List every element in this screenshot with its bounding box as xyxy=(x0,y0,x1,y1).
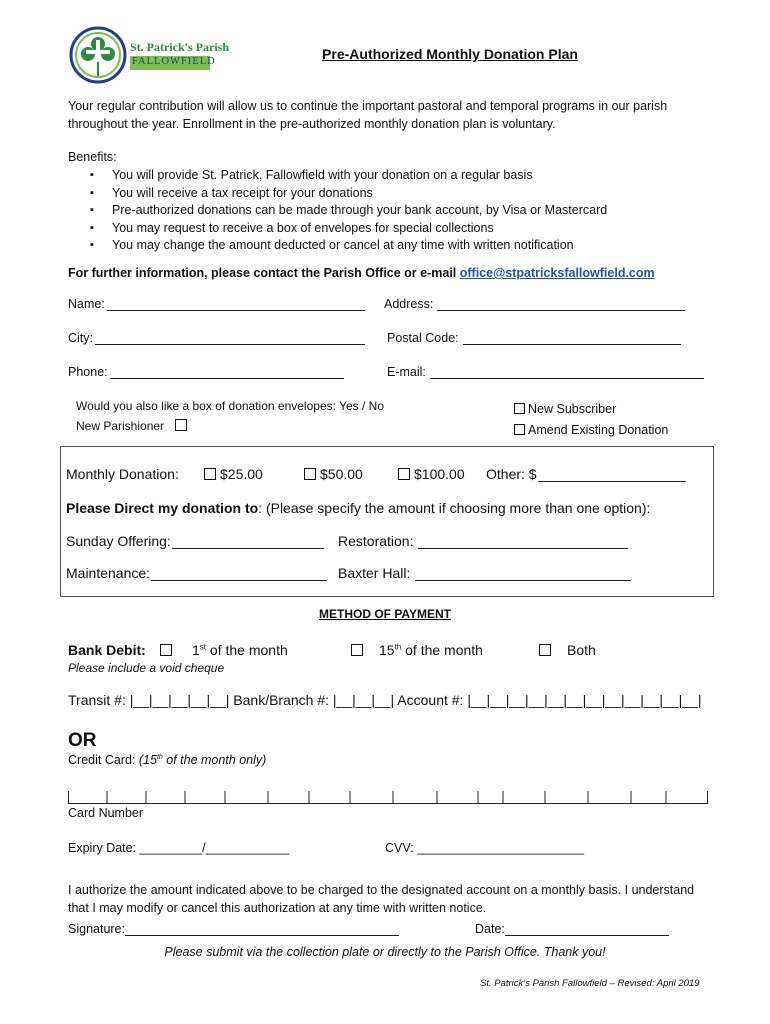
maintenance-label: Maintenance: xyxy=(66,565,151,581)
direct-donation-instruction xyxy=(66,500,650,516)
donation-100-checkbox[interactable] xyxy=(398,468,410,480)
submit-instructions: Please submit via the collection plate or directly to the Parish Office. Thank you! xyxy=(164,945,606,959)
page-title: Pre-Authorized Monthly Donation Plan xyxy=(322,46,578,62)
direct-donation-bold: Please Direct my donation to xyxy=(66,500,259,516)
credit-card-note-b: of the month only) xyxy=(162,753,267,767)
restoration-field[interactable] xyxy=(338,533,628,549)
fifteenth-rest: of the month xyxy=(401,642,483,658)
credit-card-text: Credit Card: xyxy=(68,753,139,767)
method-of-payment-heading: METHOD OF PAYMENT xyxy=(318,607,451,621)
new-subscriber-checkbox[interactable] xyxy=(514,403,525,414)
benefits-list xyxy=(90,167,607,255)
benefits-label: Benefits: xyxy=(68,150,117,164)
first-of-month-checkbox[interactable] xyxy=(160,644,172,656)
list-item: ▪ You may change the amount deducted or cancel at any time with written notification xyxy=(90,237,607,255)
restoration-label: Restoration: xyxy=(338,533,414,549)
city-line[interactable] xyxy=(95,332,365,345)
donation-other-line[interactable] xyxy=(538,467,686,482)
list-item: ▪ You will provide St. Patrick, Fallowfield with your donation on a regular basis xyxy=(90,167,607,185)
amend-existing-checkbox[interactable] xyxy=(514,424,525,435)
envelopes-question: Would you also like a box of donation envelopes: Yes / No xyxy=(76,399,384,413)
baxter-hall-label: Baxter Hall: xyxy=(338,565,411,581)
maintenance-field[interactable] xyxy=(66,565,327,581)
phone-label: Phone: xyxy=(68,365,108,379)
name-label: Name: xyxy=(68,297,105,311)
or-divider: OR xyxy=(68,730,97,751)
cvv-field[interactable]: CVV: ________________________ xyxy=(385,841,585,855)
postal-code-line[interactable] xyxy=(463,332,681,345)
new-parishioner-label: New Parishioner xyxy=(76,419,165,433)
new-parishioner-checkbox[interactable] xyxy=(175,419,187,431)
intro-paragraph: Your regular contribution will allow us to continue the important pastoral and temporal programs in our parish throughout the year. Enrollment in the pre-authorized monthly donation plan is voluntary. xyxy=(68,99,668,131)
date-label: Date: xyxy=(475,922,505,936)
baxter-hall-line[interactable] xyxy=(415,566,631,581)
list-item: ▪ You may request to receive a box of envelopes for special collections xyxy=(90,220,607,238)
bank-account-numbers[interactable]: Transit #: |__|__|__|__|__| Bank/Branch #: |__|__|__| Account #: |__|__|__|__|__|__|__|__|__|__|__|__| xyxy=(68,692,702,708)
amend-existing-label: Amend Existing Donation xyxy=(528,423,669,437)
new-subscriber-row xyxy=(514,402,616,416)
signature-field[interactable] xyxy=(68,922,399,936)
email-field[interactable] xyxy=(387,365,704,379)
first-of-month-rest: of the month xyxy=(206,642,288,658)
credit-card-note-a: (15 xyxy=(138,753,157,767)
phone-line[interactable] xyxy=(110,366,344,379)
signature-label: Signature: xyxy=(68,922,125,936)
credit-card-label xyxy=(68,753,266,767)
email-link[interactable]: office@stpatricksfallowfield.com xyxy=(459,266,655,280)
list-item: ▪ Pre-authorized donations can be made through your bank account, by Visa or Mastercard xyxy=(90,202,607,220)
both-option[interactable] xyxy=(539,642,596,658)
fifteenth-sup: th xyxy=(394,642,402,652)
expiry-date-field[interactable]: Expiry Date: _________/____________ xyxy=(68,841,290,855)
fifteenth-of-month-checkbox[interactable] xyxy=(351,644,363,656)
name-line[interactable] xyxy=(107,298,365,311)
monthly-donation-label: Monthly Donation: xyxy=(66,466,179,482)
address-label: Address: xyxy=(384,297,434,311)
contact-line xyxy=(68,266,655,280)
signature-line[interactable] xyxy=(125,923,399,936)
revision-footer: St. Patrick's Parish Fallowfield – Revised: April 2019 xyxy=(480,978,700,989)
donation-other-field[interactable] xyxy=(486,466,686,482)
first-of-month-sup: st xyxy=(199,642,207,652)
address-line[interactable] xyxy=(437,298,685,311)
donation-50-label: $50.00 xyxy=(320,466,363,482)
card-number-label: Card Number xyxy=(68,806,144,820)
new-subscriber-label: New Subscriber xyxy=(528,402,617,416)
card-number-input[interactable] xyxy=(68,789,708,804)
postal-code-field[interactable] xyxy=(387,331,681,345)
donation-50-option[interactable] xyxy=(304,466,363,482)
sunday-offering-label: Sunday Offering: xyxy=(66,533,171,549)
contact-text: For further information, please contact the Parish Office or e-mail xyxy=(68,266,460,280)
donation-100-option[interactable] xyxy=(398,466,465,482)
donation-25-label: $25.00 xyxy=(220,466,263,482)
fifteenth-of-month-option[interactable] xyxy=(351,642,483,658)
email-label: E-mail: xyxy=(387,365,426,379)
baxter-hall-field[interactable] xyxy=(338,565,631,581)
donation-100-label: $100.00 xyxy=(414,466,465,482)
bank-debit-label: Bank Debit: xyxy=(68,642,146,658)
both-label: Both xyxy=(567,642,596,658)
postal-code-label: Postal Code: xyxy=(387,331,459,345)
sunday-offering-line[interactable] xyxy=(172,534,324,549)
name-field[interactable] xyxy=(68,297,365,311)
new-parishioner-row xyxy=(76,419,191,433)
parish-logo xyxy=(68,22,229,94)
amend-existing-row xyxy=(514,423,668,437)
city-label: City: xyxy=(68,331,93,345)
first-of-month-num: 1 xyxy=(192,642,200,658)
authorization-statement: I authorize the amount indicated above to be charged to the designated account on a monthly basis. I understand that I may modify or cancel this authorization at any time with written notice. xyxy=(68,883,695,915)
credit-card-note-sup: th xyxy=(156,753,163,761)
restoration-line[interactable] xyxy=(418,534,628,549)
email-line[interactable] xyxy=(430,366,704,379)
date-line[interactable] xyxy=(505,923,669,936)
logo-name-line1: St. Patrick's Parish xyxy=(130,40,229,54)
city-field[interactable] xyxy=(68,331,365,345)
donation-25-checkbox[interactable] xyxy=(204,468,216,480)
first-of-month-option[interactable] xyxy=(160,642,288,658)
donation-50-checkbox[interactable] xyxy=(304,468,316,480)
both-checkbox[interactable] xyxy=(539,644,551,656)
donation-other-label: Other: $ xyxy=(486,466,537,482)
address-field[interactable] xyxy=(384,297,685,311)
list-item: ▪ You will receive a tax receipt for your donations xyxy=(90,185,607,203)
logo-name-line2: FALLOWFIELD xyxy=(132,56,216,67)
maintenance-line[interactable] xyxy=(151,566,327,581)
fifteenth-num: 15 xyxy=(379,642,395,658)
donation-25-option[interactable] xyxy=(204,466,263,482)
sunday-offering-field[interactable] xyxy=(66,533,324,549)
date-field[interactable] xyxy=(475,922,669,936)
phone-field[interactable] xyxy=(68,365,344,379)
card-number-dividers xyxy=(68,789,708,803)
void-cheque-note: Please include a void cheque xyxy=(68,661,225,675)
direct-donation-rest: : (Please specify the amount if choosing more than one option): xyxy=(258,500,651,516)
